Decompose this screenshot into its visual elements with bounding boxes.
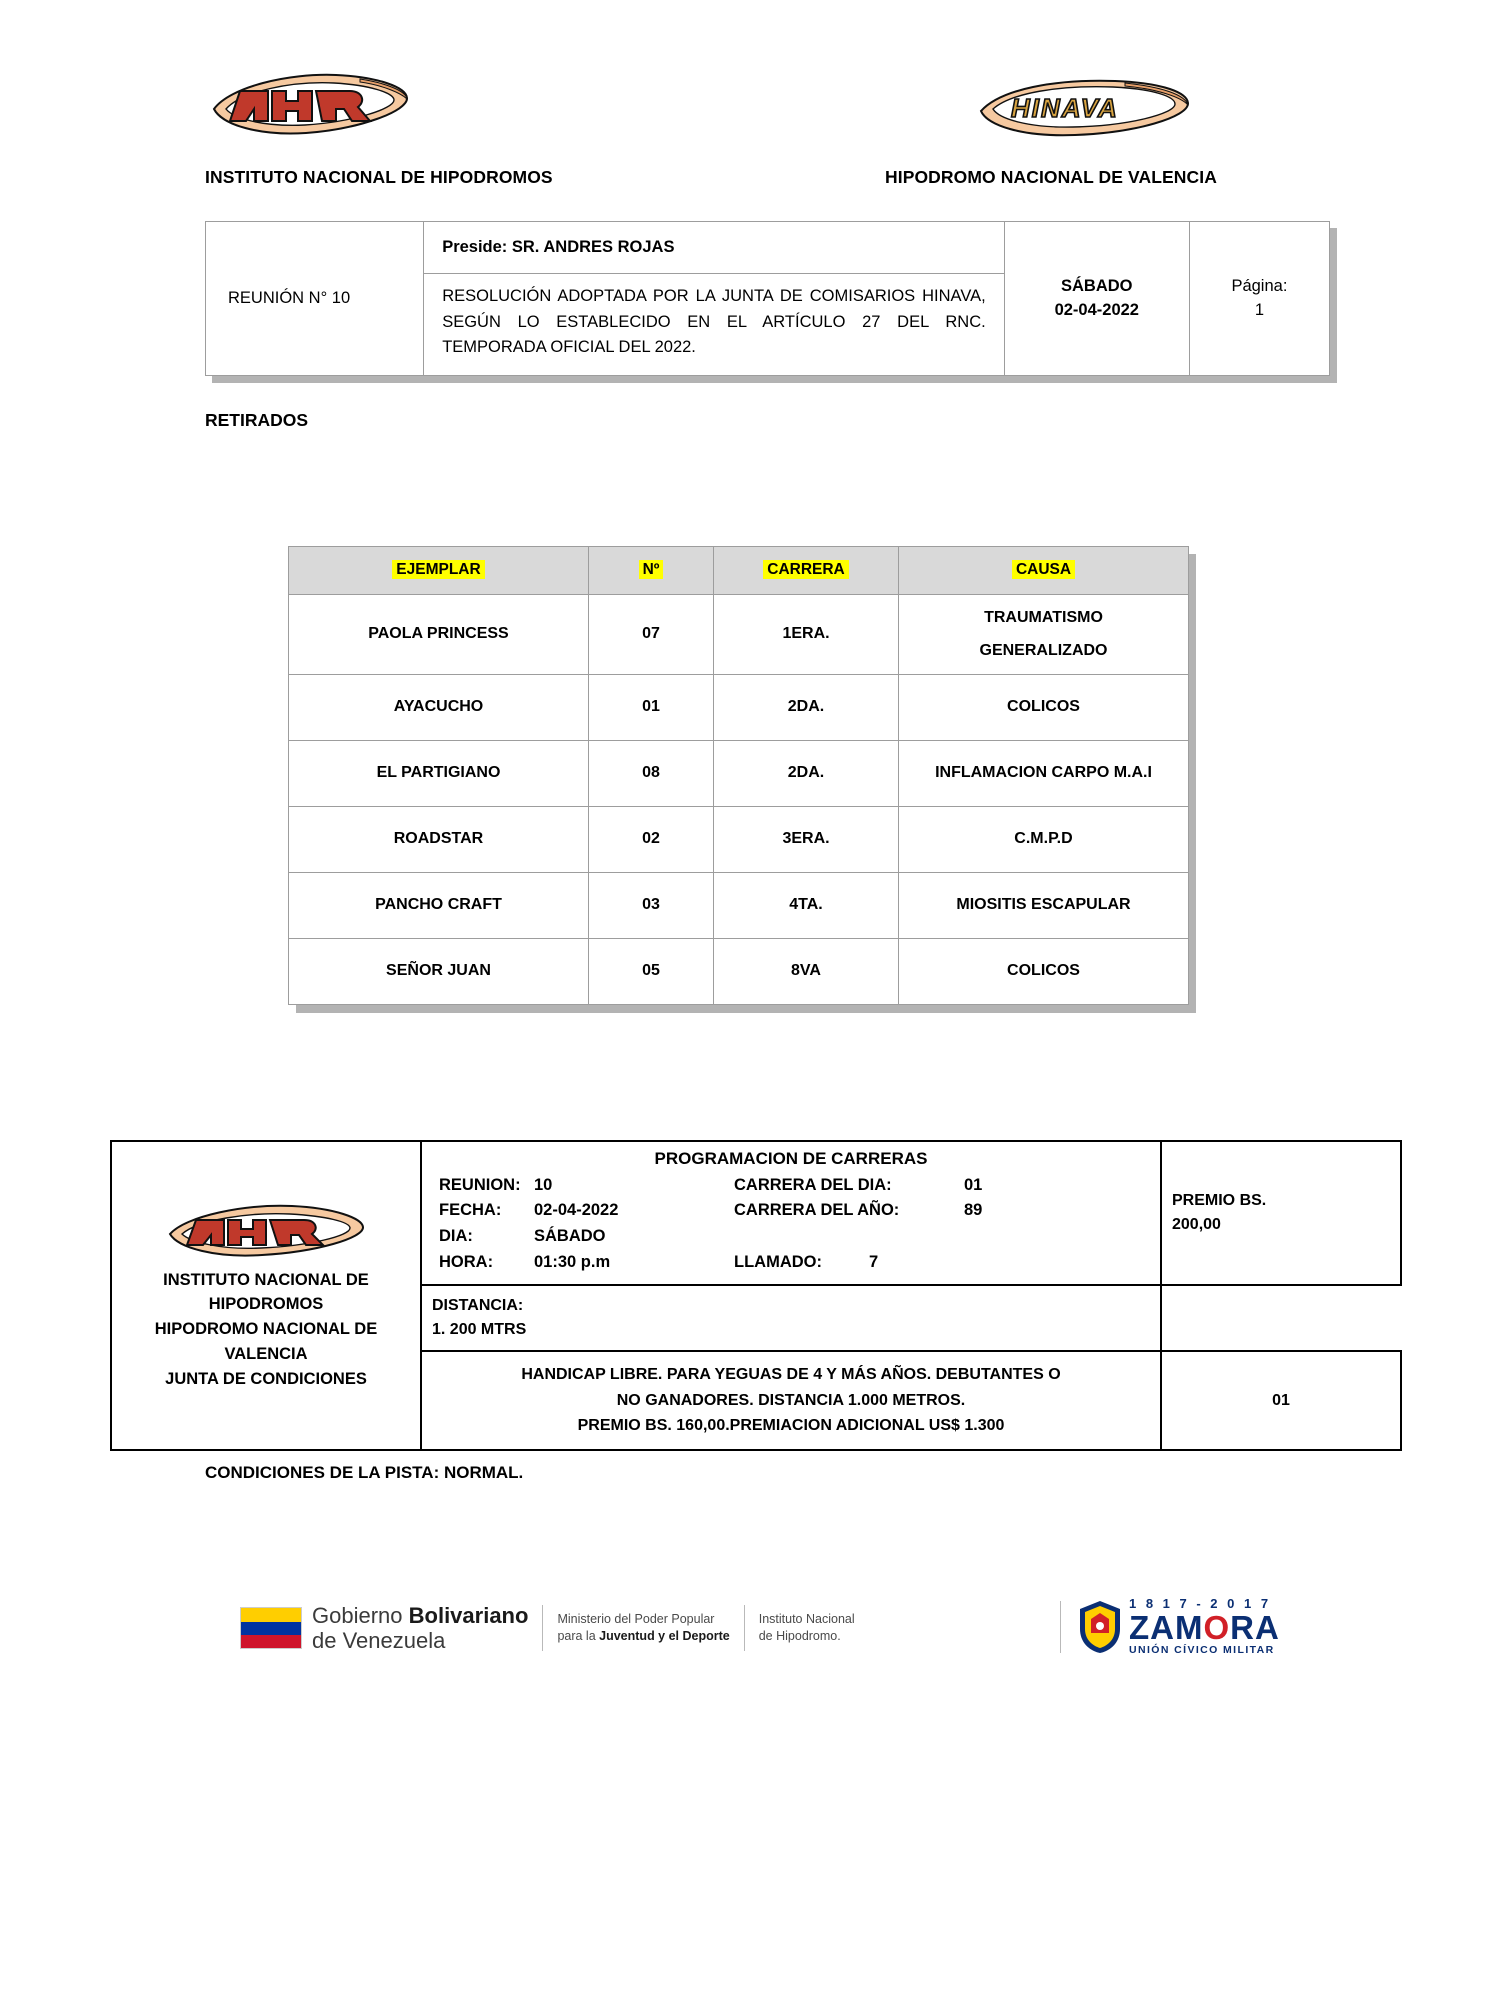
distancia-label: DISTANCIA: [432,1297,524,1315]
premio-cell [1161,1141,1401,1285]
zamora-subtitle: UNIÓN CÍVICO MILITAR [1129,1644,1275,1657]
cell-causa: COLICOS [899,674,1189,740]
cell-numero: 07 [589,594,714,674]
cell-ejemplar: PAOLA PRINCESS [289,594,589,674]
hora-label: HORA: [439,1252,494,1271]
fecha-label: FECHA: [439,1201,502,1220]
cell-numero: 01 [589,674,714,740]
table-row [289,938,1189,1004]
track-conditions: CONDICIONES DE LA PISTA: NORMAL. [205,1462,524,1482]
cell-carrera: 2DA. [714,740,899,806]
distancia-cell [421,1285,1161,1351]
resolution-body-line1: RESOLUCIÓN ADOPTADA POR LA JUNTA DE COMISARIOS HINAVA, SEGÚN LO ESTABLECIDO EN EL ARTÍCULO 27 DEL RNC. [442,287,986,331]
column-header-numero: Nº [589,546,714,594]
program-row-dia [439,1224,1159,1250]
logo-row [0,55,1500,165]
cell-numero: 03 [589,872,714,938]
cell-causa [899,594,1189,674]
withdrawn-table [288,546,1189,1005]
carrera-dia-value: 01 [964,1175,983,1194]
inh-footer-line-1: Instituto Nacional [758,1612,855,1627]
program-row-hora [439,1250,1159,1276]
divider [1060,1601,1061,1653]
cell-carrera: 3ERA. [714,806,899,872]
inst-line-2: HIPODROMOS [208,1295,324,1314]
ministry-line-2: para la Juventud y el Deporte [557,1629,730,1644]
resolution-block [205,221,1330,376]
cell-numero: 08 [589,740,714,806]
cell-causa: MIOSITIS ESCAPULAR [899,872,1189,938]
zamora-shield-icon [1077,1599,1123,1655]
ministry-text [557,1611,729,1645]
conditions-line-1: HANDICAP LIBRE. PARA YEGUAS DE 4 Y MÁS AÑOS. DEBUTANTES O [521,1366,1061,1384]
fecha-value: 02-04-2022 [534,1201,619,1220]
reunion-label: REUNION: [439,1175,521,1194]
column-header-carrera: CARRERA [714,546,899,594]
cell-ejemplar: EL PARTIGIANO [289,740,589,806]
llamado-label: LLAMADO: [734,1252,822,1271]
zamora-dates: 1 8 1 7 - 2 0 1 7 [1129,1595,1272,1611]
cell-causa: C.M.P.D [899,806,1189,872]
zamora-text [1129,1597,1280,1656]
title-institute: INSTITUTO NACIONAL DE HIPODROMOS [205,167,553,187]
header-titles [0,167,1500,199]
premio-label: PREMIO BS. [1172,1192,1267,1209]
page-cell [1189,222,1329,376]
program-table [110,1140,1402,1451]
gob-line-1: Gobierno Bolivariano [312,1602,529,1628]
program-details [423,1173,1159,1283]
cell-causa: COLICOS [899,938,1189,1004]
reunion-value: 10 [534,1175,553,1194]
resolution-body [424,274,1005,376]
cell-causa-line2: GENERALIZADO [979,642,1108,660]
date-day: SÁBADO [1061,276,1133,295]
carrera-ano-value: 89 [964,1201,983,1220]
conditions-line-3: PREMIO BS. 160,00.PREMIACION ADICIONAL US$ 1.300 [577,1417,1005,1435]
table-row [289,594,1189,674]
cell-ejemplar: AYACUCHO [289,674,589,740]
premio-value: 200,00 [1172,1216,1221,1233]
footer [0,1593,1500,1713]
page-label: Página: [1231,276,1288,295]
cell-ejemplar: PANCHO CRAFT [289,872,589,938]
inst-line-4: VALENCIA [224,1344,308,1363]
table-row [289,806,1189,872]
cell-carrera: 2DA. [714,674,899,740]
table-row [289,674,1189,740]
reunion-cell: REUNIÓN N° 10 [206,222,424,376]
divider [542,1605,543,1651]
program-institution-name [116,1268,416,1392]
zamora-name: ZAMORA [1129,1608,1280,1646]
hinava-logo-icon [975,77,1190,139]
resolution-table [205,221,1330,376]
dia-label: DIA: [439,1227,473,1245]
column-header-causa: CAUSA [899,546,1189,594]
gob-line-2: de Venezuela [312,1628,446,1654]
inst-line-3: HIPODROMO NACIONAL DE [154,1320,378,1339]
resolution-body-line2: TEMPORADA OFICIAL DEL 2022. [442,338,696,357]
withdrawn-block [288,546,1188,1005]
inh-logo-icon-small [166,1200,366,1262]
hora-value: 01:30 p.m [534,1252,611,1271]
inh-footer-text [759,1611,855,1645]
dia-value: SÁBADO [534,1227,606,1245]
cell-ejemplar: SEÑOR JUAN [289,938,589,1004]
cell-ejemplar: ROADSTAR [289,806,589,872]
program-info-cell [421,1141,1161,1285]
distancia-value: 1. 200 MTRS [432,1321,527,1339]
ministry-line-1: Ministerio del Poder Popular [557,1612,715,1627]
withdrawn-header-row [289,546,1189,594]
table-row [289,872,1189,938]
carrera-ano-label: CARRERA DEL AÑO: [734,1201,900,1220]
program-block [110,1140,1400,1451]
cell-carrera: 8VA [714,938,899,1004]
cell-carrera: 1ERA. [714,594,899,674]
svg-text:HINAVA: HINAVA [1011,93,1119,123]
divider [744,1605,745,1651]
table-row [289,740,1189,806]
program-title: PROGRAMACION DE CARRERAS [654,1148,928,1168]
retirados-label: RETIRADOS [205,409,309,430]
inh-logo-icon [210,65,410,143]
race-conditions-cell [421,1351,1161,1450]
column-header-ejemplar: EJEMPLAR [289,546,589,594]
program-row-fecha [439,1198,1159,1224]
cell-causa-line1: TRAUMATISMO [984,608,1103,626]
venezuela-flag-icon [240,1607,302,1649]
date-value: 02-04-2022 [1054,301,1139,320]
government-block [240,1603,855,1654]
inst-line-5: JUNTA DE CONDICIONES [165,1369,367,1388]
cell-carrera: 4TA. [714,872,899,938]
zamora-block [1060,1597,1280,1656]
inst-line-1: INSTITUTO NACIONAL DE [163,1270,369,1289]
inh-footer-line-2: de Hipodromo. [758,1629,841,1644]
title-hippodrome: HIPODROMO NACIONAL DE VALENCIA [885,167,1217,187]
race-number-cell: 01 [1161,1351,1401,1450]
cell-numero: 05 [589,938,714,1004]
llamado-value: 7 [869,1252,879,1271]
cell-causa: INFLAMACION CARPO M.A.I [899,740,1189,806]
date-cell [1004,222,1189,376]
government-text [312,1603,528,1654]
preside-cell: Preside: SR. ANDRES ROJAS [424,222,1005,274]
conditions-line-2: NO GANADORES. DISTANCIA 1.000 METROS. [616,1391,966,1409]
cell-numero: 02 [589,806,714,872]
program-row-reunion [439,1173,1159,1199]
carrera-dia-label: CARRERA DEL DIA: [734,1175,892,1194]
page-number: 1 [1254,301,1265,320]
program-logo-cell [111,1141,421,1450]
document-page [0,55,1500,1997]
